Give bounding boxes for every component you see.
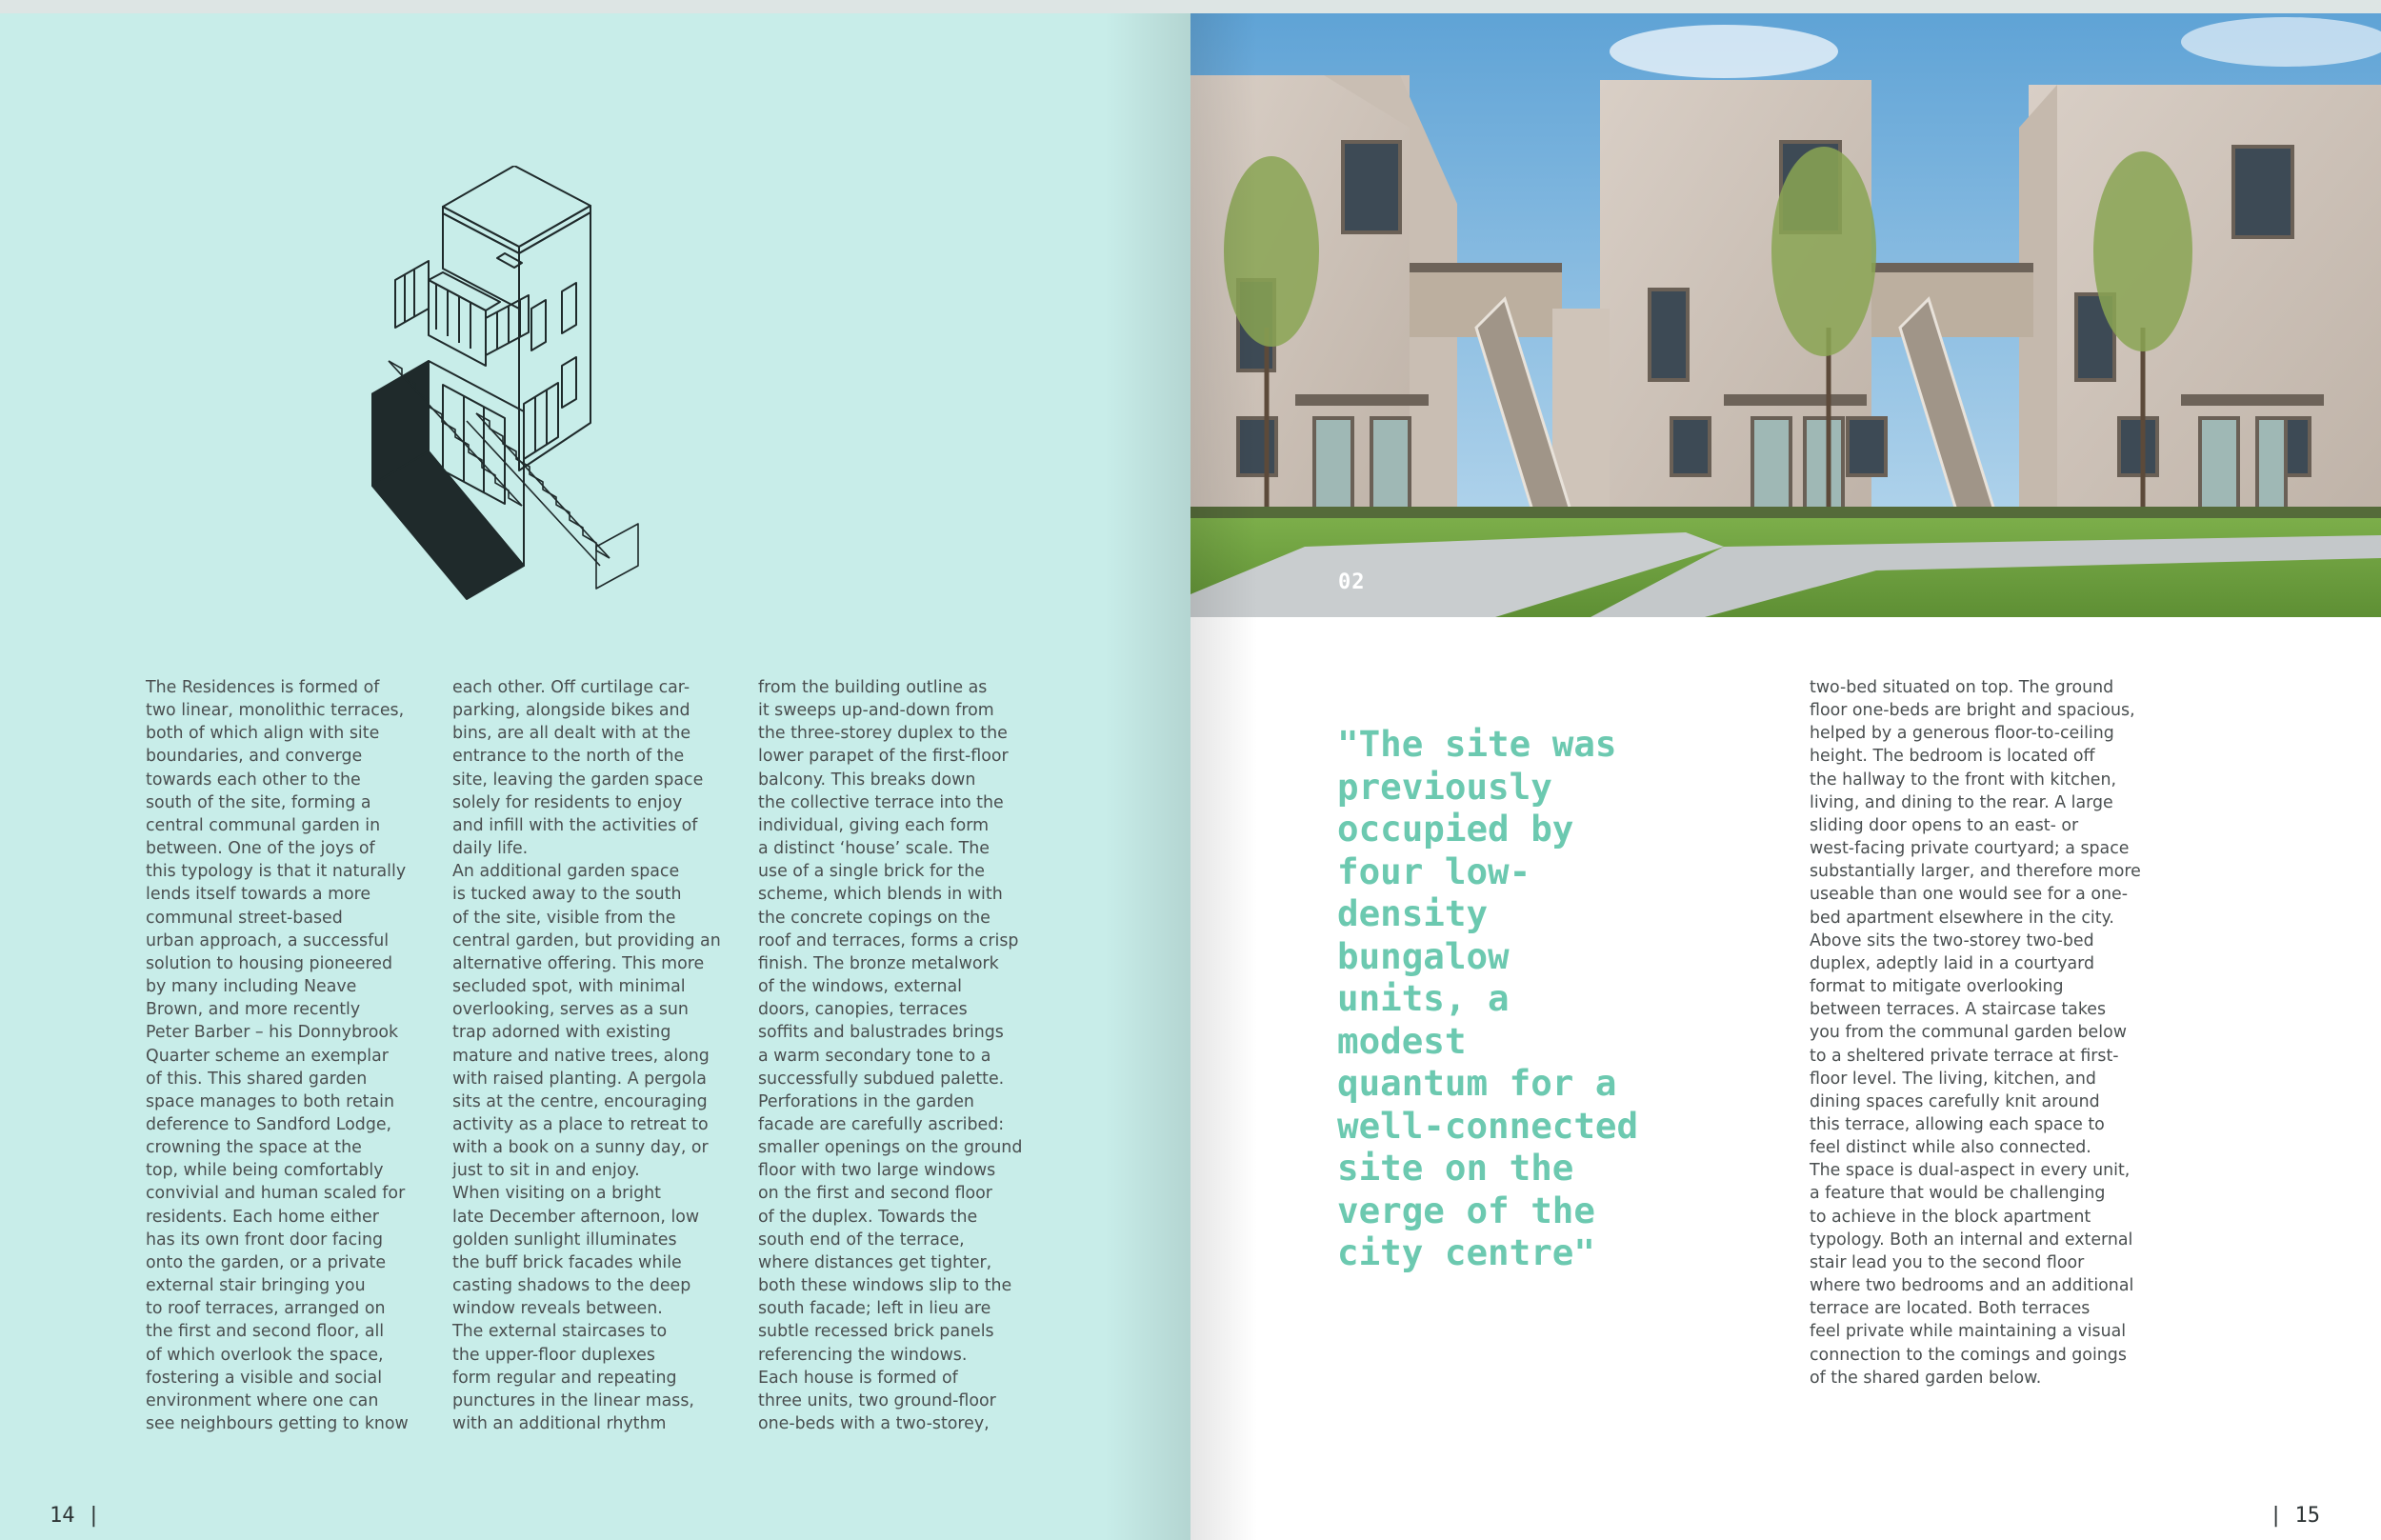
left-page xyxy=(0,13,1190,1540)
terrace-houses-photo xyxy=(1190,13,2381,617)
top-edge xyxy=(0,0,2381,13)
body-column-1: The Residences is formed of two linear, monolithic terraces, both of which align with site boundaries, and converge towards each other to the south of the site, forming a central communal garden in between. One of the joys of this typology is that it naturally lends itself towards a more communal street-based urban approach, a successful solution to housing pioneered by many including Neave Brown, and more recently Peter Barber – his Donnybrook Quarter scheme an exemplar of this. This shared garden space manages to both retain deference to Sandford Lodge, crowning the space at the top, while being comfortably convivial and human scaled for residents. Each home either has its own front door facing onto the garden, or a private external stair bringing you to roof terraces, arranged on the first and second floor, all of which overlook the space, fostering a visible and social environment where one can see neighbours getting to know xyxy=(146,678,409,1433)
page-number-left: 14 | xyxy=(50,1504,100,1528)
photo-caption-number: 02 xyxy=(1338,570,1366,594)
right-page xyxy=(1190,13,2381,1540)
pull-quote: "The site was previously occupied by four low- density bungalow units, a modest quantum for a well-connected site on the verge of the city centre" xyxy=(1337,723,1639,1273)
page-number-right: | 15 xyxy=(2270,1504,2320,1528)
body-column-2: each other. Off curtilage car- parking, alongside bikes and bins, are all dealt with at the entrance to the north of the site, leaving the garden space solely for residents to enjoy and infill with the activities of daily life. An additional garden space is tucked away to the south of the site, visible from the central garden, but providing an alternative offering. This more secluded spot, with minimal overlooking, serves as a sun trap adorned with existing mature and native trees, along with raised planting. A pergola sits at the centre, encouraging activity as a place to retreat to with a book on a sunny day, or just to sit in and enjoy. When visiting on a bright late December afternoon, low golden sunlight illuminates the buff brick facades while casting shadows to the deep window reveals between. The external staircases to the upper-floor duplexes form regular and repeating punctures in the linear mass, with an additional rhythm xyxy=(452,678,721,1433)
body-column-4: two-bed situated on top. The ground floor one-beds are bright and spacious, helped by a generous floor-to-ceiling height. The bedroom is located off the hallway to the front with kitchen, living, and dining to the rear. A large sliding door opens to an east- or west-facing private courtyard; a space substantially larger, and therefore more useable than one would see for a one- bed apartment elsewhere in the city. Above sits the two-storey two-bed duplex, adeptly laid in a courtyard format to mitigate overlooking between terraces. A staircase takes you from the communal garden below to a sheltered private terrace at first- floor level. The living, kitchen, and dining spaces carefully knit around this terrace, allowing each space to feel distinct while also connected. The space is dual-aspect in every unit, a feature that would be challenging to achieve in the block apartment typology. Both an internal and external stair lead you to the second floor where two bedrooms and an additional terrace are located. Both terraces feel private while maintaining a visual connection to the comings and goings of the shared garden below. xyxy=(1810,678,2141,1388)
body-column-3: from the building outline as it sweeps up-and-down from the three-storey duplex to the lower parapet of the first-floor balcony. This breaks down the collective terrace into the individual, giving each form a distinct ‘house’ scale. The use of a single brick for the scheme, which blends in with the concrete copings on the roof and terraces, forms a crisp finish. The bronze metalwork of the windows, external doors, canopies, terraces soffits and balustrades brings a warm secondary tone to a successfully subdued palette. Perforations in the garden facade are carefully ascribed: smaller openings on the ground floor with two large windows on the first and second floor of the duplex. Towards the south end of the terrace, where distances get tighter, both these windows slip to the south facade; left in lieu are subtle recessed brick panels referencing the windows. Each house is formed of three units, two ground-floor one-beds with a two-storey, xyxy=(758,678,1023,1433)
axonometric-house-drawing xyxy=(371,166,819,642)
